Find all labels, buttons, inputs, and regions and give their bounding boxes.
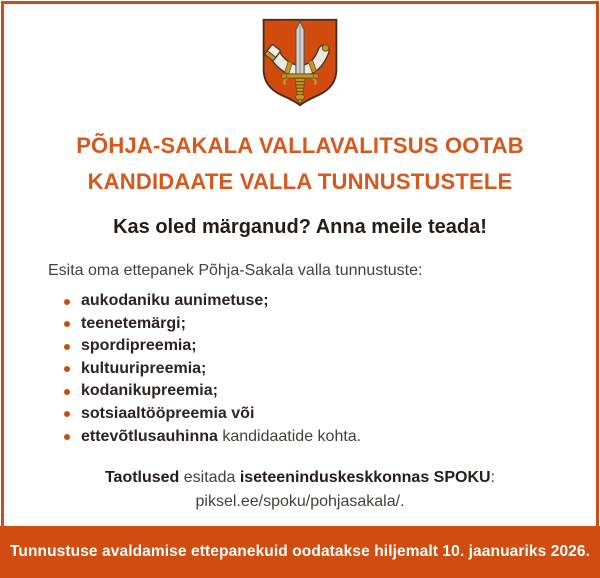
submission-regular: esitada [179, 469, 240, 487]
list-item [64, 358, 600, 381]
crest-container [0, 0, 600, 113]
submission-url: piksel.ee/spoku/pohjasakala/. [195, 492, 405, 510]
award-category-list [0, 290, 600, 448]
list-item [64, 335, 600, 358]
list-item [64, 426, 600, 449]
page-title [0, 128, 600, 200]
award-name: aukodaniku aunimetuse; [81, 292, 269, 309]
pohja-sakala-coat-of-arms-icon [259, 17, 341, 108]
award-name: ettevõtlusauhinna [81, 427, 218, 445]
submission-bold-spoku: iseteeninduskeskkonnas SPOKU [239, 469, 491, 487]
award-suffix: kandidaatide kohta. [217, 427, 362, 445]
submission-bold-taotlused: Taotlused [104, 469, 180, 487]
title-line-2: KANDIDAATE VALLA TUNNUSTUSTELE [87, 169, 513, 194]
title-line-1: PÕHJA-SAKALA VALLAVALITSUS OOTAB [76, 133, 524, 158]
list-item [64, 290, 600, 313]
submission-info [0, 466, 600, 513]
award-name: kultuuripreemia; [81, 359, 207, 377]
subtitle: Kas oled märganud? Anna meile teada! [113, 216, 487, 238]
submission-line [0, 466, 600, 490]
award-name: teenetemärgi; [81, 314, 186, 332]
deadline-banner [0, 526, 600, 578]
award-name: spordipreemia; [81, 337, 197, 355]
award-name: kodanikupreemia; [81, 382, 218, 400]
intro-text: Esita oma ettepanek Põhja-Sakala valla tunnustuste: [48, 262, 423, 279]
list-item [64, 380, 600, 403]
submission-colon: : [490, 469, 496, 487]
deadline-text: Tunnustuse avaldamise ettepanekuid oodatakse hiljemalt 10. jaanuariks 2026. [9, 543, 591, 560]
list-item [64, 313, 600, 336]
list-item [64, 403, 600, 426]
award-name: sotsiaaltööpreemia või [81, 404, 255, 422]
